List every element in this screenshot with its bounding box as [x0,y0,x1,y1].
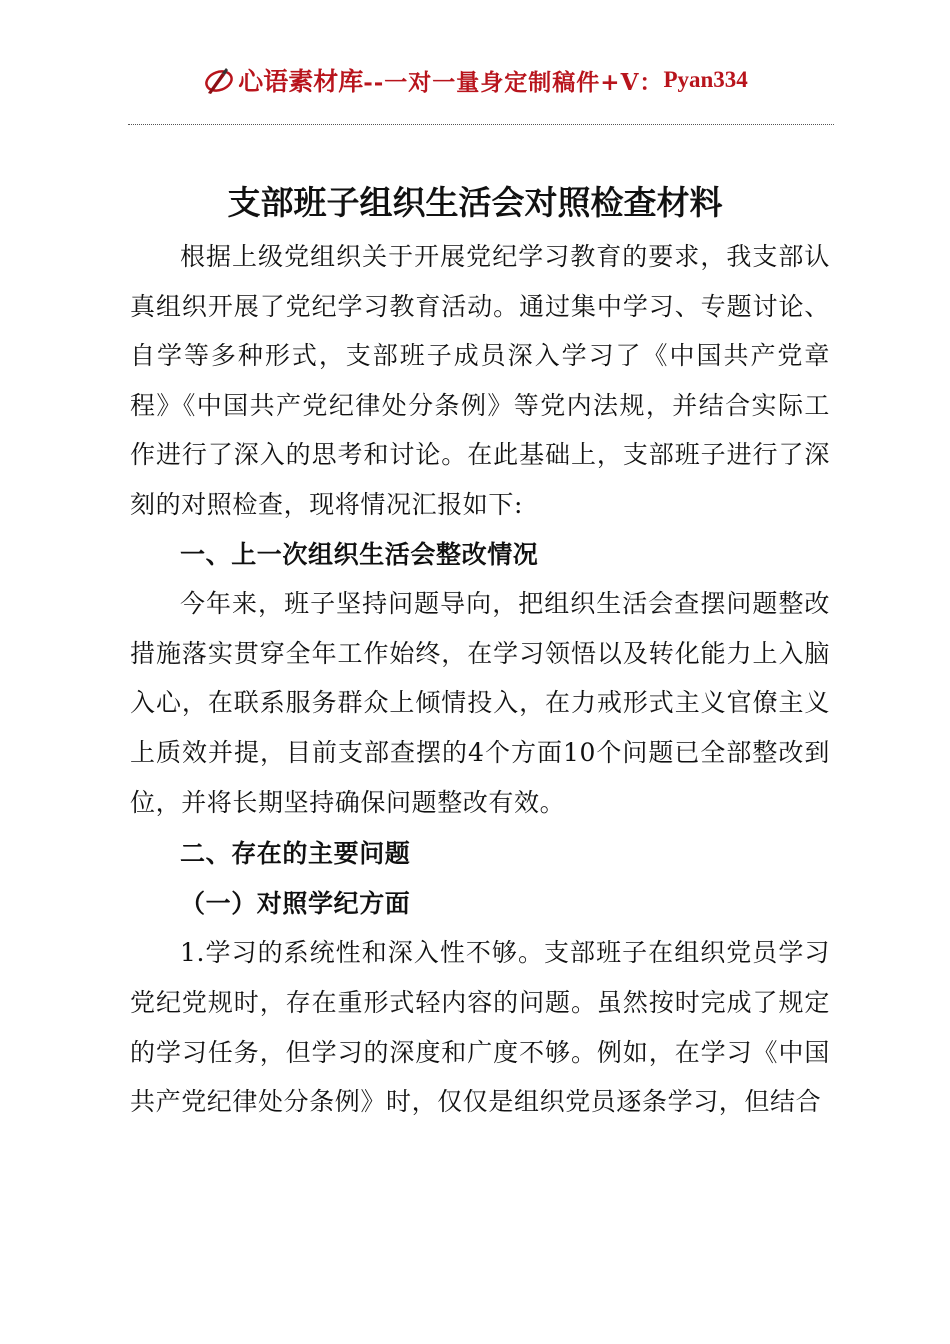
item1-paragraph: 1.学习的系统性和深入性不够。支部班子在组织党员学习党纪党规时，存在重形式轻内容的问题。虽然按时完成了规定的学习任务，但学习的深度和广度不够。例如，在学习《中国共产党纪律处分条例》时，仅仅是组织党员逐条学习，但结合 [130,938,830,1117]
subsection1-heading: （一）对照学纪方面 [180,888,411,918]
intro-paragraph: 根据上级党组织关于开展党纪学习教育的要求，我支部认真组织开展了党纪学习教育活动。通过集中学习、专题讨论、自学等多种形式，支部班子成员深入学习了《中国共产党章程》《中国共产党纪律处分条例》等党内法规，并结合实际工作进行了深入的思考和讨论。在此基础上，支部班子进行了深刻的对照检查，现将情况汇报如下: [130,242,830,519]
page-header [0,58,950,102]
section1-paragraph: 今年来，班子坚持问题导向，把组织生活会查摆问题整改措施落实贯穿全年工作始终，在学习领悟以及转化能力上入脑入心，在联系服务群众上倾情投入，在力戒形式主义官僚主义上质效并提，目前支部查摆的4个方面10个问题已全部整改到位，并将长期坚持确保问题整改有效。 [130,589,830,817]
document-body [130,232,830,1127]
document-title: 支部班子组织生活会对照检查材料 [227,183,723,222]
header-divider [128,124,834,125]
section1-heading: 一、上一次组织生活会整改情况 [180,539,539,569]
header-slogan: --一对一量身定制稿件+V： [363,68,664,96]
header-contact: Pyan334 [663,67,748,92]
header-brand: 心语素材库 [238,67,364,96]
section2-heading: 二、存在的主要问题 [180,839,411,869]
pen-swirl-logo-icon [202,63,236,97]
